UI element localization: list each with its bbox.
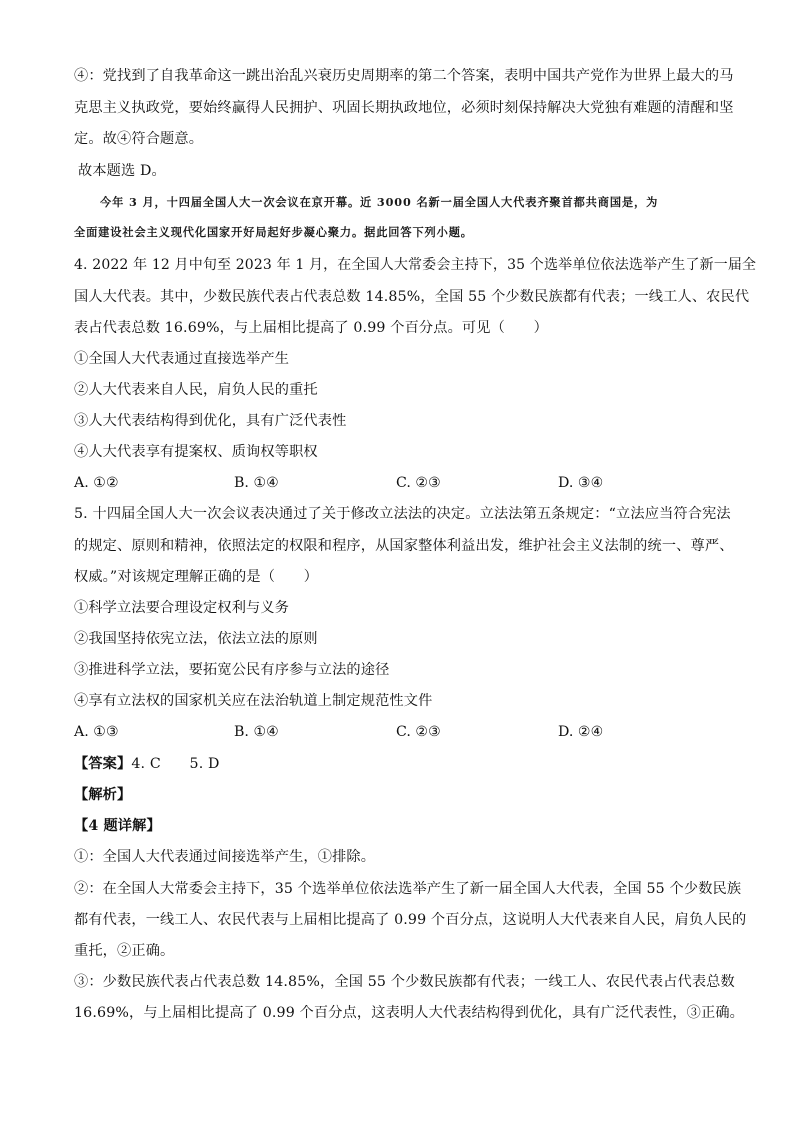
analysis-p2-line2: 都有代表，一线工人、农民代表与上届相比提高了 0.99 个百分点，这说明人大代表来自人民，肩负人民的 bbox=[74, 912, 747, 928]
analysis-p3-line2: 16.69%，与上届相比提高了 0.99 个百分点，这表明人大代表结构得到优化，具有广泛代表性，③正确。 bbox=[74, 1005, 745, 1021]
analysis-label: 【解析】 bbox=[74, 787, 132, 803]
prev-analysis-item4-line2: 克思主义执政党，要始终赢得人民拥护、巩固长期执政地位，必须时刻保持解决大党独有难题的清醒和坚 bbox=[74, 100, 734, 116]
q4-option-d: D. ③④ bbox=[558, 475, 604, 491]
q4-option-c: C. ②③ bbox=[396, 475, 441, 491]
analysis-p2-line1: ②：在全国人大常委会主持下，35 个选举单位依法选举产生了新一届全国人大代表，全国 55 个少数民族 bbox=[74, 881, 742, 897]
q4-detail-header: 【4 题详解】 bbox=[74, 818, 161, 834]
q4-stem-line2: 国人大代表。其中，少数民族代表占代表总数 14.85%，全国 55 个少数民族都有代表；一线工人、农民代 bbox=[74, 289, 750, 305]
q5-statement-3: ③推进科学立法，要拓宽公民有序参与立法的途径 bbox=[74, 662, 390, 678]
q4-statement-3: ③人大代表结构得到优化，具有广泛代表性 bbox=[74, 413, 347, 429]
prev-analysis-item4-line1: ④：党找到了自我革命这一跳出治乱兴衰历史周期率的第二个答案，表明中国共产党作为世界上最大的马 bbox=[74, 68, 734, 84]
q4-statement-2: ②人大代表来自人民，肩负人民的重托 bbox=[74, 382, 318, 398]
q4-stem-line1: 4. 2022 年 12 月中旬至 2023 年 1 月，在全国人大常委会主持下，35 个选举单位依法选举产生了新一届全 bbox=[74, 257, 757, 273]
q4-option-a: A. ①② bbox=[74, 475, 119, 491]
q4-statement-4: ④人大代表享有提案权、质询权等职权 bbox=[74, 444, 318, 460]
q4-statement-1: ①全国人大代表通过直接选举产生 bbox=[74, 351, 290, 367]
q5-option-d: D. ②④ bbox=[558, 724, 604, 740]
analysis-p1: ①：全国人大代表通过间接选举产生，①排除。 bbox=[74, 849, 376, 865]
q5-stem-line1: 5. 十四届全国人大一次会议表决通过了关于修改立法法的决定。立法法第五条规定：“立法应当符合宪法 bbox=[74, 506, 731, 522]
q4-option-b: B. ①④ bbox=[234, 475, 279, 491]
q5-option-a: A. ①③ bbox=[74, 724, 119, 740]
q5-stem-line3: 权威。”对该规定理解正确的是（ ） bbox=[74, 569, 319, 585]
q5-statement-1: ①科学立法要合理设定权利与义务 bbox=[74, 600, 290, 616]
material-line2: 全面建设社会主义现代化国家开好局起好步凝心聚力。据此回答下列小题。 bbox=[74, 225, 473, 239]
q5-statement-2: ②我国坚持依宪立法，依法立法的原则 bbox=[74, 631, 318, 647]
q5-option-c: C. ②③ bbox=[396, 724, 441, 740]
q5-stem-line2: 的规定、原则和精神，依照法定的权限和程序，从国家整体利益出发，维护社会主义法制的统一、尊严、 bbox=[74, 538, 734, 554]
prev-analysis-item4-line3: 定。故④符合题意。 bbox=[74, 131, 204, 147]
prev-conclusion: 故本题选 D。 bbox=[78, 163, 166, 179]
answer-line bbox=[74, 754, 220, 774]
answer-label: 【答案】 bbox=[74, 756, 132, 772]
analysis-p2-line3: 重托，②正确。 bbox=[74, 943, 175, 959]
analysis-p3-line1: ③：少数民族代表占代表总数 14.85%，全国 55 个少数民族都有代表；一线工人、农民代表占代表总数 bbox=[74, 974, 735, 990]
answer-text: 4. C 5. D bbox=[131, 756, 220, 772]
material-line1: 今年 3 月，十四届全国人大一次会议在京开幕。近 3000 名新一届全国人大代表齐聚首都共商国是，为 bbox=[100, 195, 659, 209]
q4-stem-line3: 表占代表总数 16.69%，与上届相比提高了 0.99 个百分点。可见（ ） bbox=[74, 320, 548, 336]
q5-option-b: B. ①④ bbox=[234, 724, 279, 740]
q5-statement-4: ④享有立法权的国家机关应在法治轨道上制定规范性文件 bbox=[74, 693, 433, 709]
